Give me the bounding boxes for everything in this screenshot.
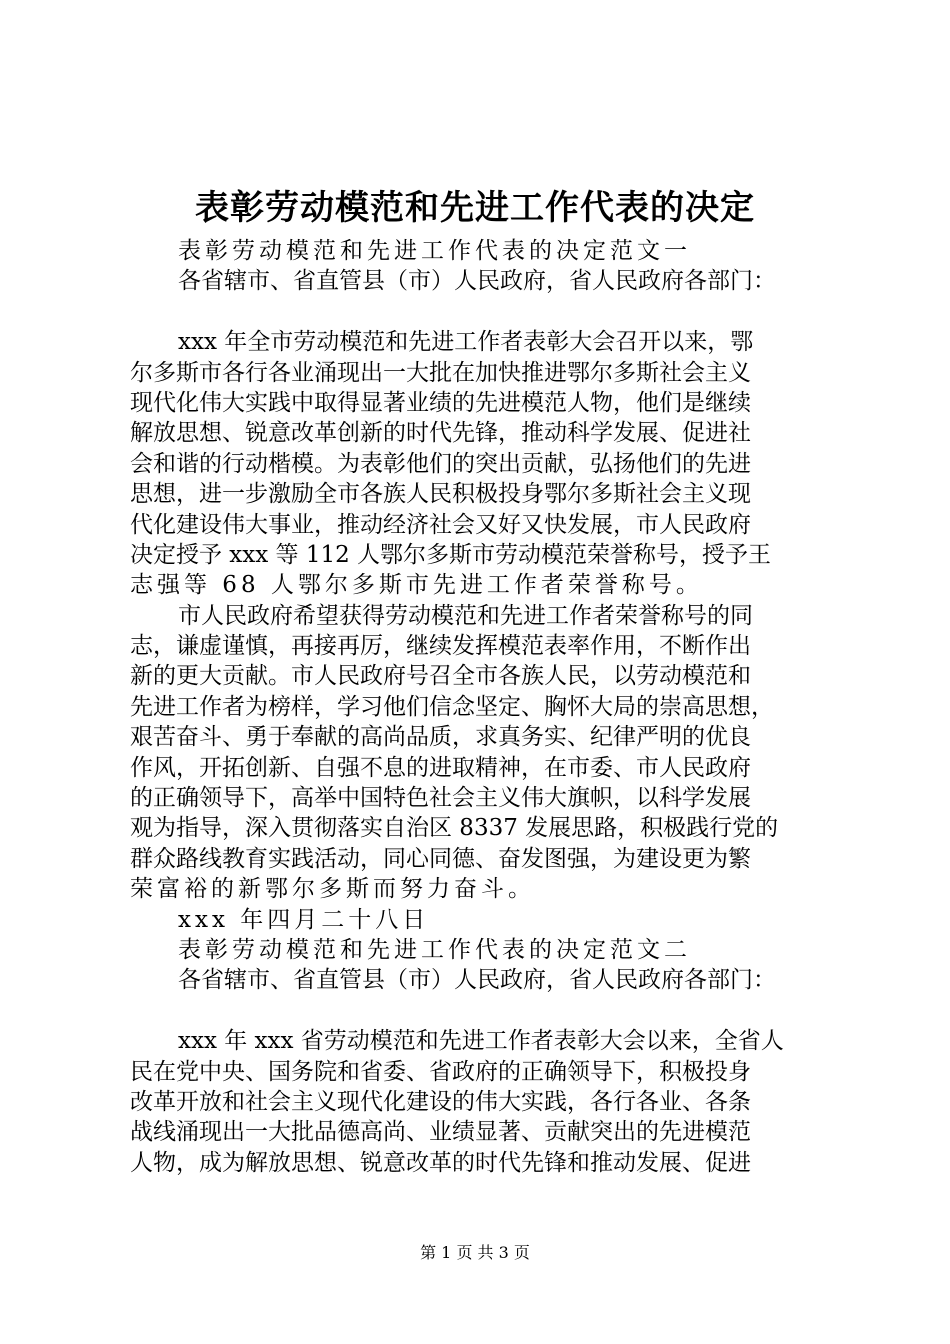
page-title: 表彰劳动模范和先进工作代表的决定	[195, 188, 755, 228]
text-line: 思想，进一步激励全市各族人民积极投身鄂尔多斯社会主义现	[130, 481, 751, 508]
text-line: 作风，开拓创新、自强不息的进取精神，在市委、市人民政府	[130, 754, 751, 781]
text-line: 观为指导，深入贯彻落实自治区 8337 发展思路，积极践行党的	[130, 815, 779, 842]
text-line: 新的更大贡献。市人民政府号召全市各族人民，以劳动模范和	[130, 663, 751, 690]
text-line: 决定授予 xxx 等 112 人鄂尔多斯市劳动模范荣誉称号，授予王	[130, 541, 772, 568]
text-line: 人物，成为解放思想、锐意改革的时代先锋和推动发展、促进	[130, 1149, 751, 1176]
text-line: 荣富裕的新鄂尔多斯而努力奋斗。	[130, 876, 535, 903]
blank-line	[130, 996, 842, 1026]
text-line: 现代化伟大实践中取得显著业绩的先进模范人物，他们是继续	[130, 389, 751, 416]
text-line: 表彰劳动模范和先进工作代表的决定范文二	[178, 936, 691, 963]
text-line: 代化建设伟大事业，推动经济社会又好又快发展，市人民政府	[130, 511, 751, 538]
text-line: 解放思想、锐意改革创新的时代先锋，推动科学发展、促进社	[130, 420, 751, 447]
document-body	[130, 236, 842, 1178]
text-line: xxx 年全市劳动模范和先进工作者表彰大会召开以来，鄂	[178, 329, 754, 356]
text-line: 民在党中央、国务院和省委、省政府的正确领导下，积极投身	[130, 1058, 751, 1085]
text-line: 改革开放和社会主义现代化建设的伟大实践，各行各业、各条	[130, 1088, 751, 1115]
text-line: 先进工作者为榜样，学习他们信念坚定、胸怀大局的崇高思想，	[130, 693, 774, 720]
text-line: 艰苦奋斗、勇于奉献的高尚品质，求真务实、纪律严明的优良	[130, 724, 751, 751]
text-line: 会和谐的行动楷模。为表彰他们的突出贡献，弘扬他们的先进	[130, 450, 751, 477]
text-line: 各省辖市、省直管县（市）人民政府，省人民政府各部门：	[178, 268, 776, 295]
text-line: 表彰劳动模范和先进工作代表的决定范文一	[178, 238, 691, 264]
blank-line	[130, 297, 842, 327]
text-line: 尔多斯市各行各业涌现出一大批在加快推进鄂尔多斯社会主义	[130, 359, 751, 386]
text-line: 战线涌现出一大批品德高尚、业绩显著、贡献突出的先进模范	[130, 1119, 751, 1146]
text-line: xxx 年 xxx 省劳动模范和先进工作者表彰大会以来，全省人	[178, 1028, 784, 1055]
text-line: xxx 年四月二十八日	[178, 906, 430, 933]
text-line: 志强等 68 人鄂尔多斯市先进工作者荣誉称号。	[130, 572, 703, 599]
page-footer: 第 1 页 共 3 页	[420, 1243, 530, 1262]
text-line: 的正确领导下，高举中国特色社会主义伟大旗帜，以科学发展	[130, 785, 751, 812]
text-line: 各省辖市、省直管县（市）人民政府，省人民政府各部门：	[178, 967, 776, 994]
text-line: 群众路线教育实践活动，同心同德、奋发图强，为建设更为繁	[130, 845, 751, 872]
text-line: 志，谦虚谨慎，再接再厉，继续发挥模范表率作用，不断作出	[130, 633, 751, 660]
text-line: 市人民政府希望获得劳动模范和先进工作者荣誉称号的同	[178, 602, 753, 629]
